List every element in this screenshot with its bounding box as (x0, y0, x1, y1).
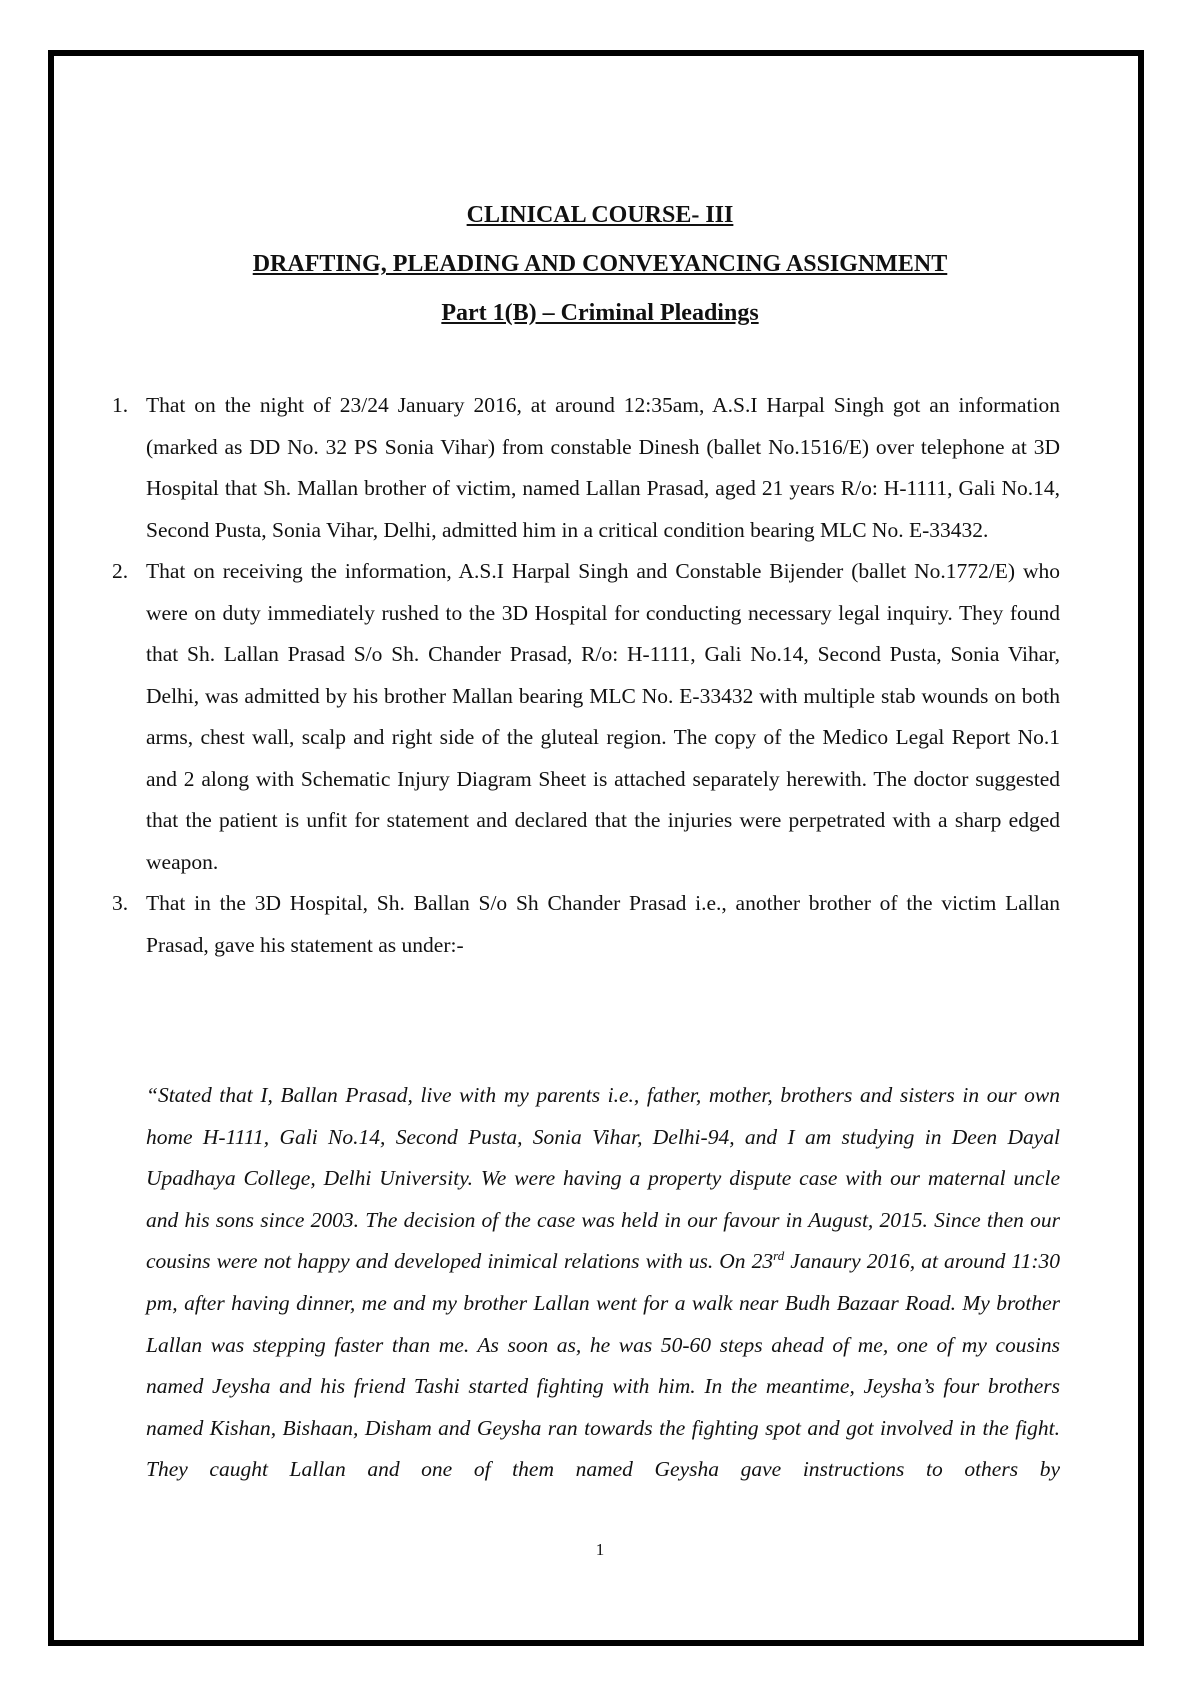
statement-text-part-2: Janaury 2016, at around 11:30 pm, after having dinner, me and my brother Lallan went for a walk near Budh Bazaar Road. My brother Lallan was stepping faster than me. As soon as, he was 50-60 steps ahead of me, one of my cousins named Jeysha and his friend Tashi started fighting with him. In the meantime, Jeysha’s four brothers named Kishan, Bishaan, Disham and Geysha ran towards the fighting spot and got involved in the fight. They caught Lallan and one of them named Geysha gave instructions to others by (146, 1249, 1060, 1482)
paragraph-number: 3. (112, 891, 129, 915)
part-title: Part 1(B) – Criminal Pleadings (441, 300, 759, 326)
paragraph-number: 2. (112, 559, 129, 583)
paragraph-text: That on receiving the information, A.S.I Harpal Singh and Constable Bijender (ballet No.1772/E) who were on duty immediately rushed to the 3D Hospital for conducting necessary legal inquiry. They found that Sh. Lallan Prasad S/o Sh. Chander Prasad, R/o: H-1111, Gali No.14, Second Pusta, Sonia Vihar, Delhi, was admitted by his brother Mallan bearing MLC No. E-33432 with multiple stab wounds on both arms, chest wall, scalp and right side of the gluteal region. The copy of the Medico Legal Report No.1 and 2 along with Schematic Injury Diagram Sheet is attached separately herewith. The doctor suggested that the patient is unfit for statement and declared that the injuries were perpetrated with a sharp edged weapon. (146, 559, 1060, 874)
paragraph-3 (100, 883, 1060, 966)
paragraph-number: 1. (112, 393, 129, 417)
paragraph-text: That on the night of 23/24 January 2016, at around 12:35am, A.S.I Harpal Singh got an information (marked as DD No. 32 PS Sonia Vihar) from constable Dinesh (ballet No.1516/E) over telephone at 3D Hospital that Sh. Mallan brother of victim, named Lallan Prasad, aged 21 years R/o: H-1111, Gali No.14, Second Pusta, Sonia Vihar, Delhi, admitted him in a critical condition bearing MLC No. E-33432. (146, 393, 1060, 542)
statement-text-part-1: “Stated that I, Ballan Prasad, live with my parents i.e., father, mother, brothers and sisters in our own home H-1111, Gali No.14, Second Pusta, Sonia Vihar, Delhi-94, and I am studying in Deen Dayal Upadhaya College, Delhi University. We were having a property dispute case with our maternal uncle and his sons since 2003. The decision of the case was held in our favour in August, 2015. Since then our cousins were not happy and developed inimical relations with us. On 23 (146, 1083, 1060, 1274)
assignment-title: DRAFTING, PLEADING AND CONVEYANCING ASSIGNMENT (252, 251, 948, 277)
witness-statement (146, 1075, 1060, 1491)
paragraph-text: That in the 3D Hospital, Sh. Ballan S/o Sh Chander Prasad i.e., another brother of the victim Lallan Prasad, gave his statement as under:- (146, 891, 1060, 957)
course-title: CLINICAL COURSE- III (466, 202, 734, 228)
numbered-paragraphs (100, 385, 1060, 966)
page-number: 1 (595, 1540, 605, 1559)
paragraph-1 (100, 385, 1060, 551)
ordinal-superscript: rd (773, 1248, 785, 1264)
paragraph-2 (100, 551, 1060, 883)
